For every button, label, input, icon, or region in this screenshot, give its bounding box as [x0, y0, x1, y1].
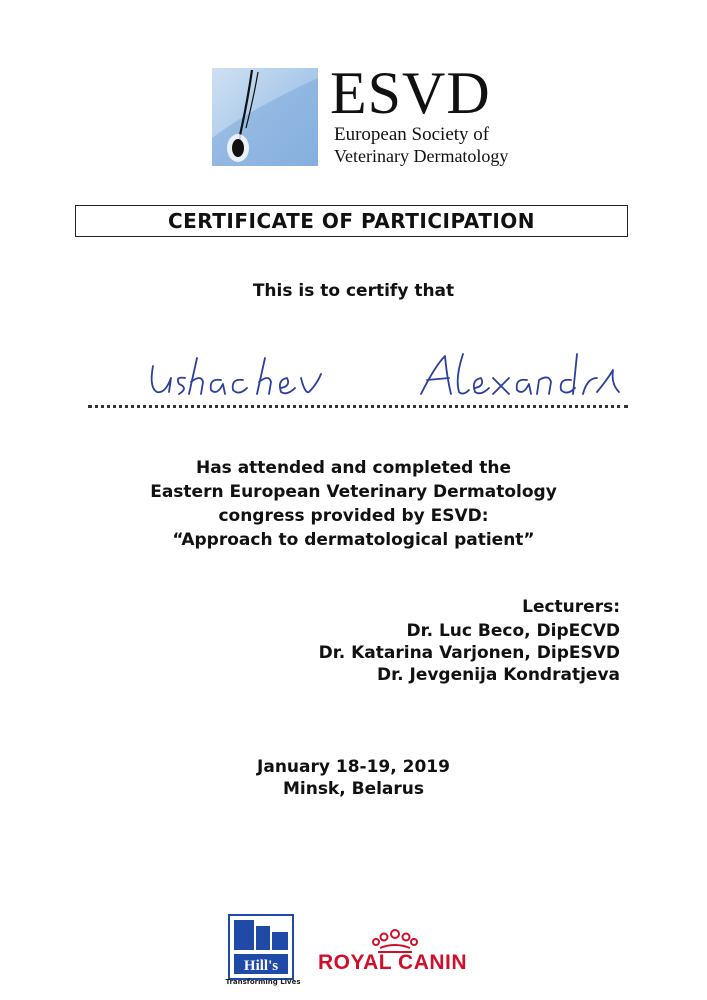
hills-logo [228, 914, 294, 980]
lecturer-1: Dr. Luc Beco, DipECVD [406, 621, 620, 641]
certificate-title-box [75, 205, 628, 237]
body-line-2: Eastern European Veterinary Dermatology [150, 482, 557, 502]
course-title: “Approach to dermatological patient” [172, 530, 535, 550]
event-date: January 18-19, 2019 [257, 757, 450, 777]
hills-name: Hill's [243, 958, 279, 974]
lecturer-2: Dr. Katarina Varjonen, DipESVD [318, 643, 620, 663]
esvd-logo-mark [212, 68, 318, 166]
certificate-title: CERTIFICATE OF PARTICIPATION [167, 209, 536, 233]
event-place: Minsk, Belarus [282, 779, 425, 799]
name-dotted-line [88, 395, 628, 408]
royal-canin-logo: ROYAL CANIN [318, 951, 468, 974]
hills-tagline: Transforming Lives [225, 978, 301, 986]
lecturers-heading: Lecturers: [522, 597, 620, 617]
certify-line: This is to certify that [252, 281, 455, 301]
esvd-name-line1: European Society of [334, 124, 490, 145]
esvd-acronym: ESVD [330, 60, 491, 126]
esvd-name-line2: Veterinary Dermatology [334, 146, 509, 166]
lecturer-3: Dr. Jevgenija Kondratjeva [377, 665, 620, 685]
body-line-3: congress provided by ESVD: [218, 506, 489, 526]
hair-follicle-icon [212, 68, 318, 166]
body-line-1: Has attended and completed the [195, 458, 512, 478]
